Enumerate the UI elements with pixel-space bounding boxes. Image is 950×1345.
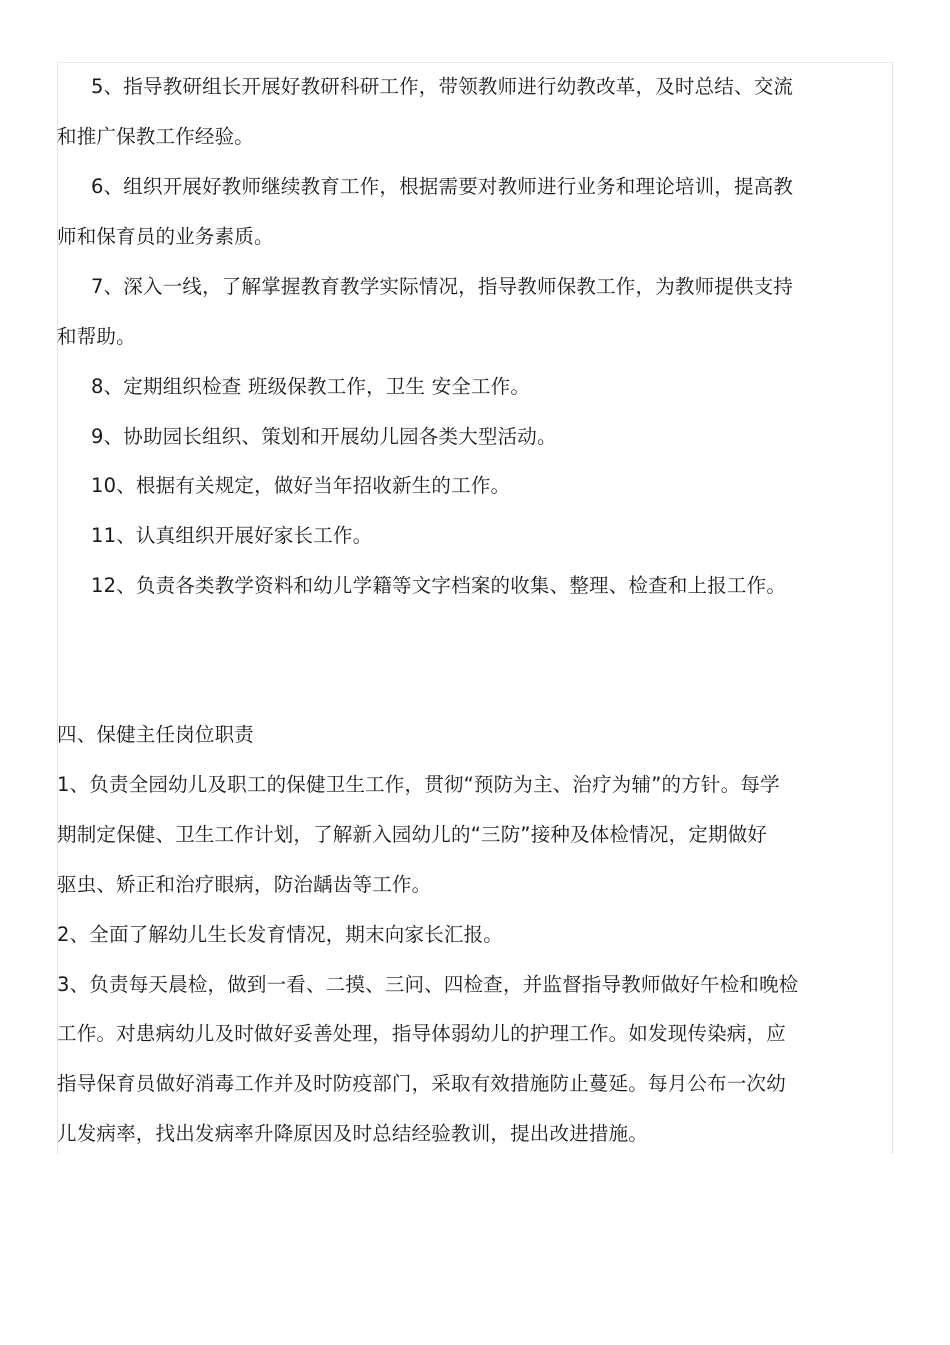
section-heading-health-director: 四、保健主任岗位职责 xyxy=(57,723,255,746)
health-duty-2: 2、全面了解幼儿生长发育情况，期末向家长汇报。 xyxy=(57,923,504,946)
health-duty-3-line-1: 3、负责每天晨检，做到一看、二摸、三问、四检查，并监督指导教师做好午检和晚检 xyxy=(57,973,799,996)
health-duty-1-line-1: 1、负责全园幼儿及职工的保健卫生工作，贯彻“预防为主、治疗为辅”的方针。每学 xyxy=(57,773,780,796)
duty-9: 9、协助园长组织、策划和开展幼儿园各类大型活动。 xyxy=(91,425,557,448)
duty-12: 12、负责各类教学资料和幼儿学籍等文字档案的收集、整理、检查和上报工作。 xyxy=(91,574,787,597)
health-duty-3-line-4: 儿发病率，找出发病率升降原因及时总结经验教训，提出改进措施。 xyxy=(57,1122,649,1145)
duty-6-line-1: 6、组织开展好教师继续教育工作，根据需要对教师进行业务和理论培训，提高教 xyxy=(91,175,794,198)
duty-5-line-2: 和推广保教工作经验。 xyxy=(57,125,255,148)
duty-10: 10、根据有关规定，做好当年招收新生的工作。 xyxy=(91,474,511,497)
health-duty-1-line-2: 期制定保健、卫生工作计划，了解新入园幼儿的“三防”接种及体检情况，定期做好 xyxy=(57,823,768,846)
health-duty-3-line-2: 工作。对患病幼儿及时做好妥善处理，指导体弱幼儿的护理工作。如发现传染病，应 xyxy=(57,1022,786,1045)
duty-6-line-2: 师和保育员的业务素质。 xyxy=(57,225,274,248)
duty-11: 11、认真组织开展好家长工作。 xyxy=(91,524,373,547)
duty-7-line-1: 7、深入一线，了解掌握教育教学实际情况，指导教师保教工作，为教师提供支持 xyxy=(91,275,794,298)
health-duty-3-line-3: 指导保育员做好消毒工作并及时防疫部门，采取有效措施防止蔓延。每月公布一次幼 xyxy=(57,1072,786,1095)
health-duty-1-line-3: 驱虫、矫正和治疗眼病，防治龋齿等工作。 xyxy=(57,873,432,896)
duty-8: 8、定期组织检查 班级保教工作，卫生 安全工作。 xyxy=(91,375,531,398)
duty-5-line-1: 5、指导教研组长开展好教研科研工作，带领教师进行幼教改革，及时总结、交流 xyxy=(91,75,794,98)
duty-7-line-2: 和帮助。 xyxy=(57,325,136,348)
